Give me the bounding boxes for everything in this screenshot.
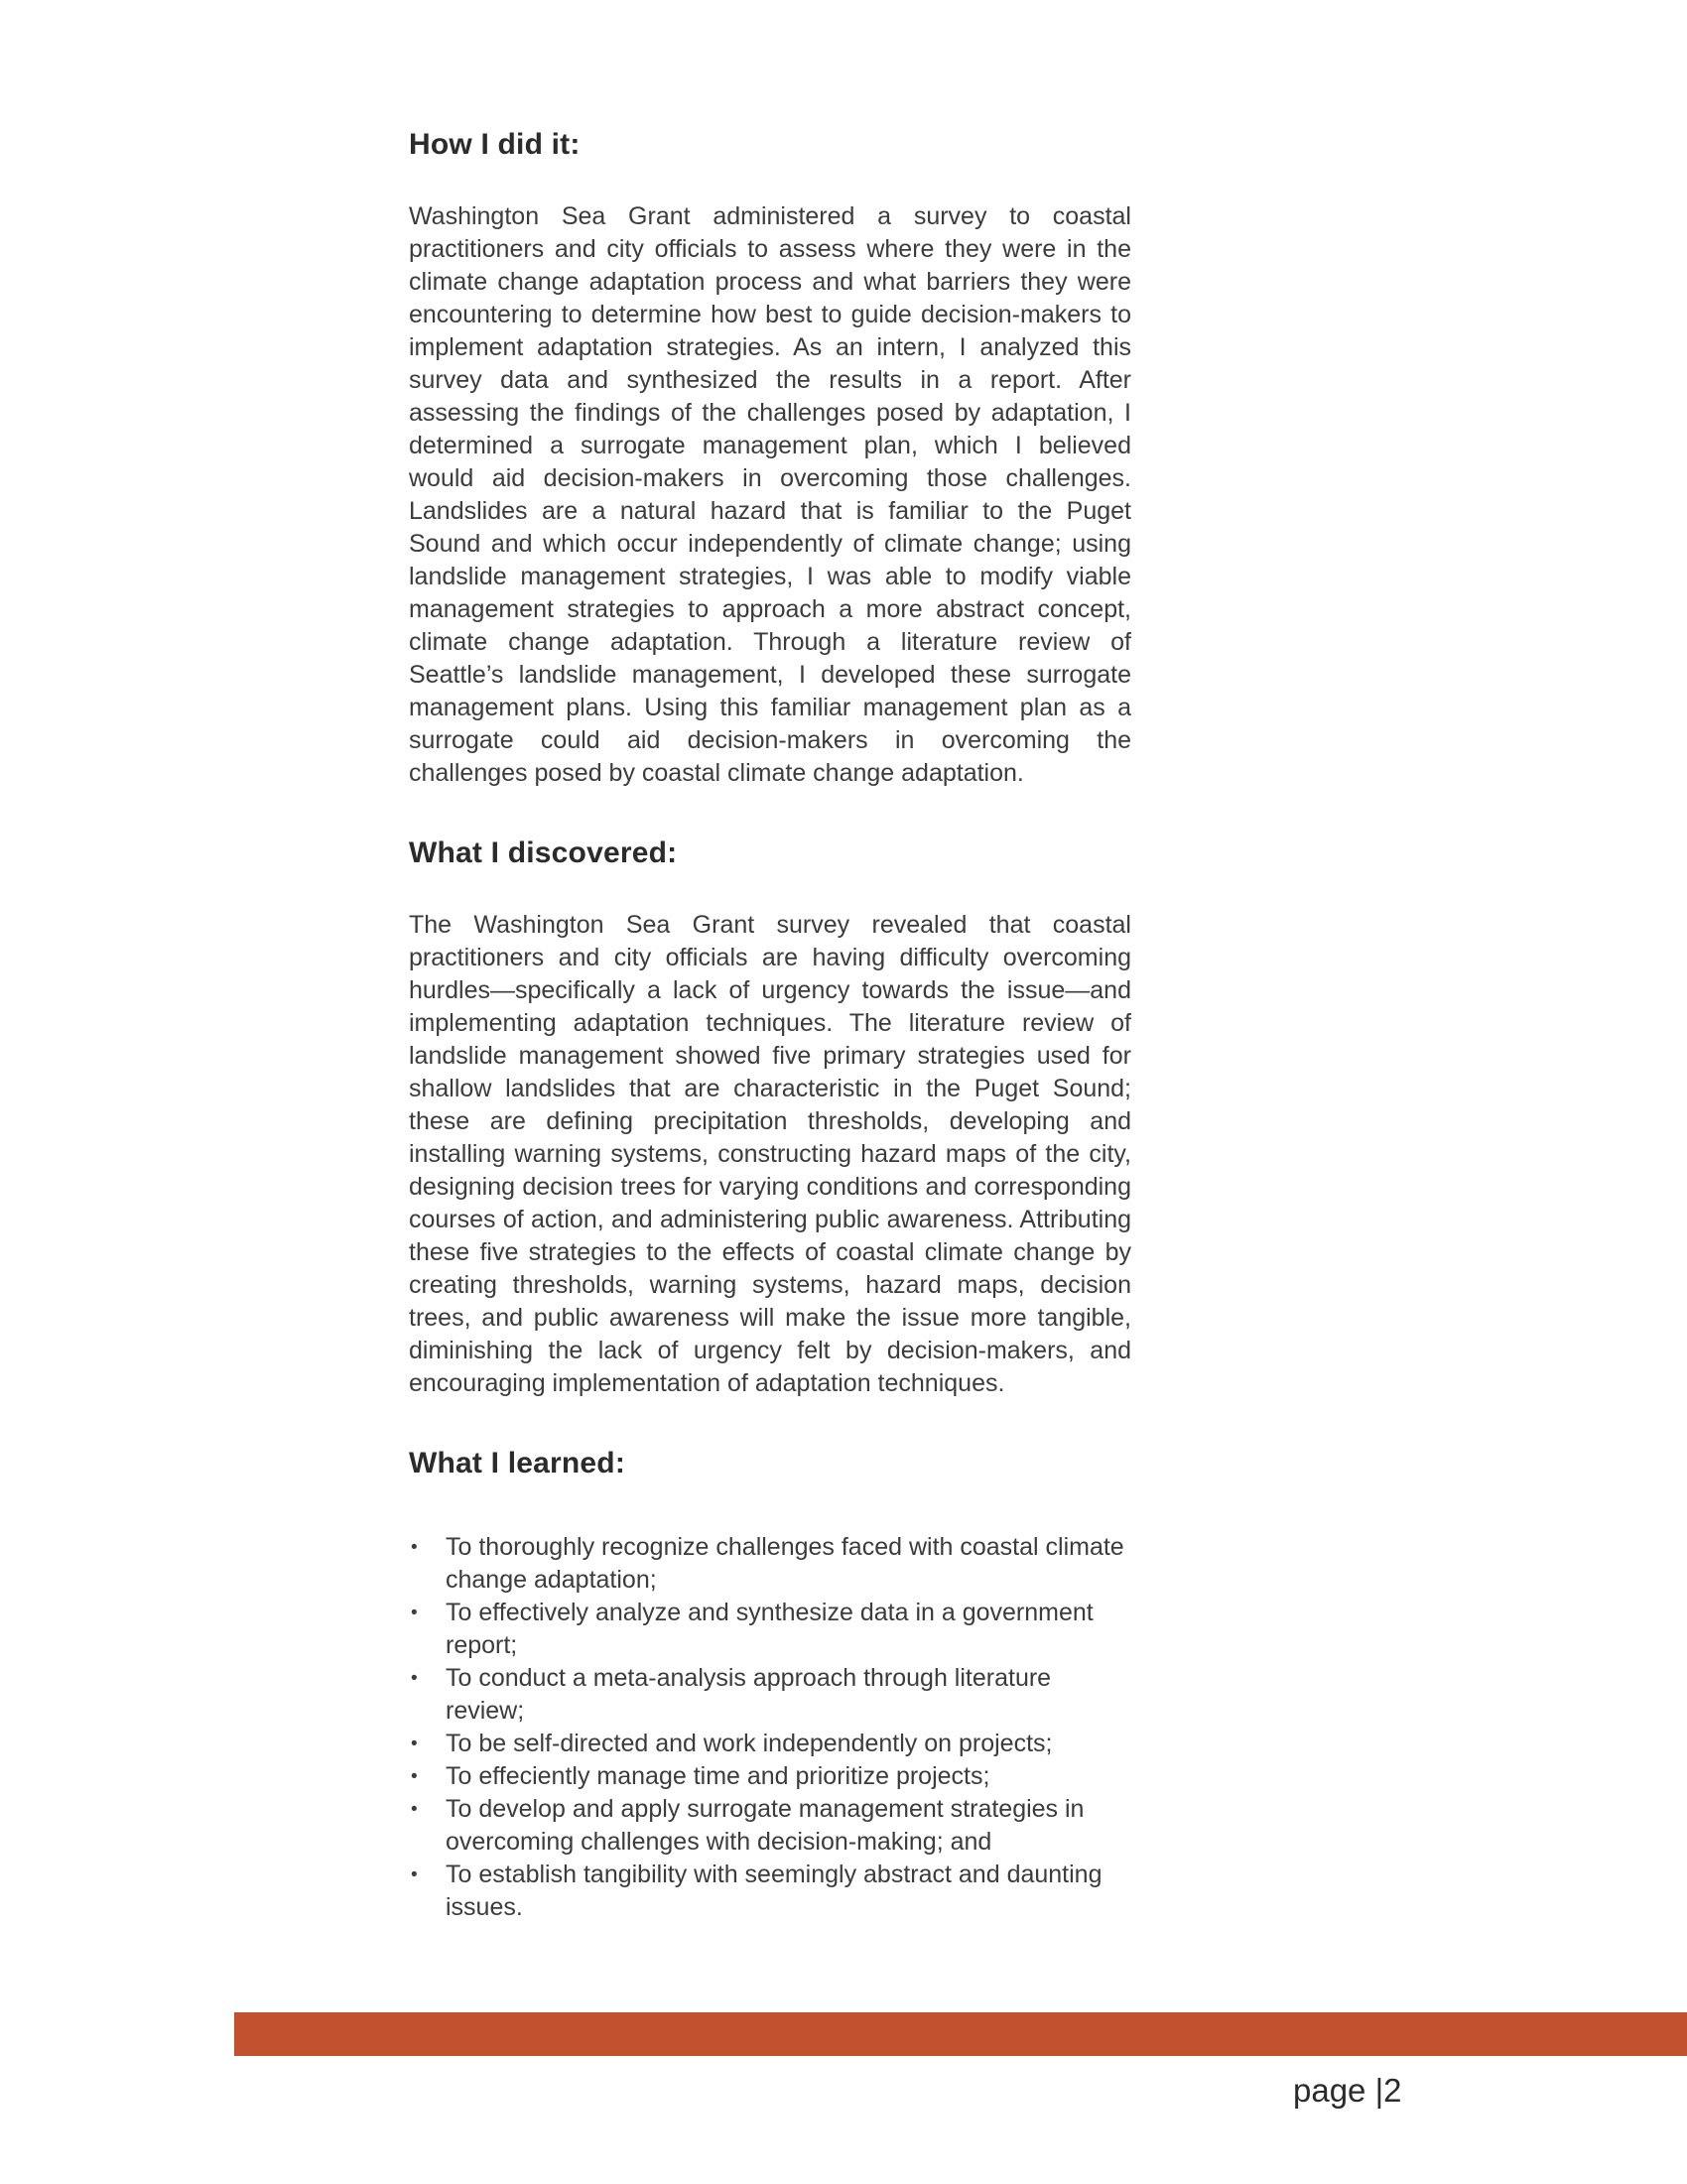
section-heading-what-i-discovered: What I discovered: <box>409 836 678 869</box>
paragraph-how-i-did-it: Washington Sea Grant administered a survey to coastal practitioners and city officials to assess where they were in the climate change adaptation process and what barriers they were encountering to determine how best to guide decision-makers to implement adaptation strategies. As an intern, I analyzed this survey data and synthesized the results in a report. After assessing the findings of the challenges posed by adaptation, I determined a surrogate management plan, which I believed would aid decision-makers in overcoming those challenges. Landslides are a natural hazard that is familiar to the Puget Sound and which occur independently of climate change; using landslide management strategies, I was able to modify viable management strategies to approach a more abstract concept, climate change adaptation. Through a literature review of Seattle’s landslide management, I developed these surrogate management plans. Using this familiar management plan as a surrogate could aid decision-makers in overcoming the challenges posed by coastal climate change adaptation. <box>409 202 1131 787</box>
section-heading-what-i-learned: What I learned: <box>409 1447 626 1479</box>
list-item-text: To effeciently manage time and prioritize projects; <box>446 1762 990 1790</box>
list-item-text: To conduct a meta-analysis approach through literature review; <box>446 1664 1052 1725</box>
list-item-text: To thoroughly recognize challenges faced with coastal climate change adaptation; <box>446 1533 1124 1594</box>
bullet-icon: • <box>411 1864 418 1885</box>
bullet-icon: • <box>411 1603 418 1623</box>
footer-accent-bar <box>234 2012 1687 2056</box>
bullet-icon: • <box>411 1766 418 1787</box>
section-heading-how-i-did-it: How I did it: <box>409 128 581 161</box>
list-item-text: To be self-directed and work independently on projects; <box>446 1730 1053 1757</box>
text-column <box>409 127 1131 1924</box>
list-item <box>409 1760 1131 1793</box>
paragraph-what-i-discovered: The Washington Sea Grant survey revealed that coastal practitioners and city officials are having difficulty overcoming hurdles—specifically a lack of urgency towards the issue—and implementing adaptation techniques. The literature review of landslide management showed five primary strategies used for shallow landslides that are characteristic in the Puget Sound; these are defining precipitation thresholds, developing and installing warning systems, constructing hazard maps of the city, designing decision trees for varying conditions and corresponding courses of action, and administering public awareness. Attributing these five strategies to the effects of coastal climate change by creating thresholds, warning systems, hazard maps, decision trees, and public awareness will make the issue more tangible, diminishing the lack of urgency felt by decision-makers, and encouraging implementation of adaptation techniques. <box>409 911 1131 1397</box>
list-item-text: To effectively analyze and synthesize data in a government report; <box>446 1599 1094 1659</box>
list-item-text: To establish tangibility with seemingly abstract and daunting issues. <box>446 1861 1103 1921</box>
page-number: page |2 <box>1293 2072 1402 2109</box>
bullet-icon: • <box>411 1537 418 1558</box>
learned-bullet-list <box>409 1531 1131 1924</box>
bullet-icon: • <box>411 1734 418 1754</box>
list-item <box>409 1531 1131 1597</box>
list-item <box>409 1728 1131 1760</box>
list-item <box>409 1597 1131 1662</box>
bullet-icon: • <box>411 1799 418 1820</box>
bullet-icon: • <box>411 1668 418 1689</box>
list-item <box>409 1859 1131 1924</box>
list-item <box>409 1793 1131 1859</box>
list-item-text: To develop and apply surrogate management strategies in overcoming challenges with decision-making; and <box>446 1795 1085 1856</box>
list-item <box>409 1662 1131 1728</box>
